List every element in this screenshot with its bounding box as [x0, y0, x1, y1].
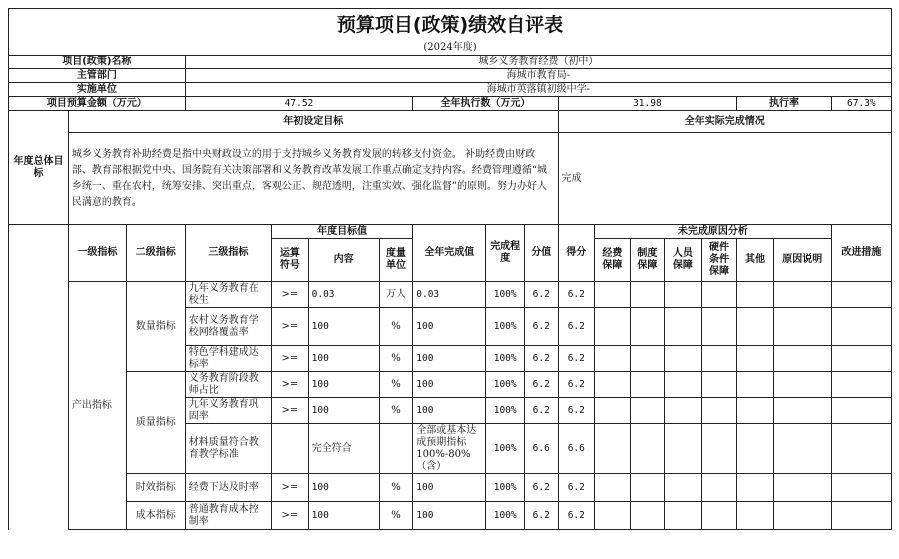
weight: 6.2: [524, 474, 558, 502]
weight: 6.2: [524, 308, 558, 346]
header-level2: 二级指标: [126, 225, 185, 282]
score: 6.6: [558, 424, 595, 474]
form-year: (2024年度): [9, 41, 892, 56]
score: 6.2: [558, 372, 595, 398]
header-content: 内容: [308, 239, 379, 282]
score: 6.2: [558, 398, 595, 424]
operator: >=: [272, 346, 309, 372]
operator: >=: [272, 474, 309, 502]
target-content: 完全符合: [308, 424, 379, 474]
budget-label: 项目预算金额（万元）: [9, 97, 186, 111]
rate-label: 执行率: [737, 97, 831, 111]
initial-goal-header: 年初设定目标: [68, 111, 558, 133]
table-row: [9, 372, 892, 398]
header-improve: 改进措施: [831, 225, 891, 282]
execution-value: 31.98: [558, 97, 737, 111]
header-hardware: 硬件条件保障: [701, 239, 737, 282]
score: 6.2: [558, 502, 595, 530]
header-level3: 三级指标: [185, 225, 271, 282]
header-target-group: 年度目标值: [272, 225, 413, 239]
evaluation-table: [8, 8, 892, 530]
actual-value: 100: [413, 308, 486, 346]
actual-value: 0.03: [413, 282, 486, 308]
group-quantity: 数量指标: [126, 282, 185, 372]
header-unfinished-group: 未完成原因分析: [595, 225, 832, 239]
completion-rate: 100%: [486, 346, 525, 372]
indicator-name: 经费下达及时率: [185, 474, 271, 502]
group-cost: 成本指标: [126, 502, 185, 530]
level1-output: 产出指标: [68, 282, 126, 530]
project-name-value: 城乡义务教育经费（初中）: [185, 56, 891, 69]
score: 6.2: [558, 346, 595, 372]
unit: %: [379, 398, 413, 424]
department-value: 海城市教育局-: [185, 69, 891, 83]
actual-value: 100: [413, 474, 486, 502]
weight: 6.2: [524, 398, 558, 424]
completion-rate: 100%: [486, 372, 525, 398]
annual-goal-label: 年度总体目标: [9, 111, 69, 225]
completion-rate: 100%: [486, 398, 525, 424]
unit: %: [379, 502, 413, 530]
header-system: 制度保障: [630, 239, 665, 282]
completion-rate: 100%: [486, 502, 525, 530]
header-other: 其他: [737, 239, 774, 282]
completion-rate: 100%: [486, 282, 525, 308]
self-evaluation-form: [8, 8, 892, 530]
header-score-value: 分值: [524, 225, 558, 282]
completion-rate: 100%: [486, 474, 525, 502]
implementer-label: 实施单位: [9, 83, 186, 97]
actual-completion-header: 全年实际完成情况: [558, 111, 892, 133]
header-reason: 原因说明: [773, 239, 831, 282]
unit: %: [379, 308, 413, 346]
actual-value: 100: [413, 398, 486, 424]
indicator-name: 义务教育阶段教师占比: [185, 372, 271, 398]
table-row: [9, 502, 892, 530]
weight: 6.2: [524, 372, 558, 398]
target-content: 0.03: [308, 282, 379, 308]
operator: >=: [272, 282, 309, 308]
project-name-label: 项目(政策)名称: [9, 56, 186, 69]
target-content: 100: [308, 398, 379, 424]
indicator-name: 材料质量符合教育教学标准: [185, 424, 271, 474]
unit: %: [379, 346, 413, 372]
indicator-name: 九年义务教育巩固率: [185, 398, 271, 424]
completion-rate: 100%: [486, 424, 525, 474]
spacer-cell: [9, 225, 69, 530]
target-content: 100: [308, 308, 379, 346]
operator: >=: [272, 372, 309, 398]
target-content: 100: [308, 346, 379, 372]
actual-value: 100: [413, 346, 486, 372]
header-operator: 运算符号: [272, 239, 309, 282]
initial-goal-text: 城乡义务教育补助经费是指中央财政设立的用于支持城乡义务教育发展的转移支付资金。 补助经费由财政部、教育部根据党中央、国务院有关决策部署和义务教育改革发展工作重点确定支持内容。经费管理遵循“城乡统一、重在农村，统筹安排、突出重点，客观公正、规范透明，注重实效、强化监督”的原则。努力办好人民满意的教育。: [68, 133, 558, 225]
unit: %: [379, 474, 413, 502]
rate-value: 67.3%: [831, 97, 891, 111]
score: 6.2: [558, 474, 595, 502]
department-label: 主管部门: [9, 69, 186, 83]
form-title: 预算项目(政策)绩效自评表: [9, 9, 892, 41]
target-content: 100: [308, 372, 379, 398]
unit: 万人: [379, 282, 413, 308]
operator: >=: [272, 308, 309, 346]
actual-completion-text: 完成: [558, 133, 892, 225]
operator: [272, 424, 309, 474]
header-completion: 完成程度: [486, 225, 525, 282]
score: 6.2: [558, 308, 595, 346]
unit: %: [379, 372, 413, 398]
execution-label: 全年执行数（万元）: [413, 97, 558, 111]
header-level1: 一级指标: [68, 225, 126, 282]
indicator-name: 普通教育成本控制率: [185, 502, 271, 530]
unit: [379, 424, 413, 474]
header-full-year: 全年完成值: [413, 225, 486, 282]
completion-rate: 100%: [486, 308, 525, 346]
indicator-name: 九年义务教育在校生: [185, 282, 271, 308]
actual-value: 全部或基本达成预期指标100%-80%（含）: [413, 424, 486, 474]
score: 6.2: [558, 282, 595, 308]
actual-value: 100: [413, 372, 486, 398]
weight: 6.2: [524, 282, 558, 308]
target-content: 100: [308, 502, 379, 530]
weight: 6.6: [524, 424, 558, 474]
actual-value: 100: [413, 502, 486, 530]
operator: >=: [272, 398, 309, 424]
table-row: [9, 474, 892, 502]
weight: 6.2: [524, 346, 558, 372]
header-funding: 经费保障: [595, 239, 631, 282]
budget-value: 47.52: [185, 97, 413, 111]
weight: 6.2: [524, 502, 558, 530]
table-row: [9, 282, 892, 308]
indicator-name: 特色学科建成达标率: [185, 346, 271, 372]
group-quality: 质量指标: [126, 372, 185, 474]
operator: >=: [272, 502, 309, 530]
target-content: 100: [308, 474, 379, 502]
header-score: 得分: [558, 225, 595, 282]
implementer-value: 海城市英落镇初级中学-: [185, 83, 891, 97]
header-staff: 人员保障: [665, 239, 702, 282]
indicator-name: 农村义务教育学校网络覆盖率: [185, 308, 271, 346]
group-timeliness: 时效指标: [126, 474, 185, 502]
header-unit: 度量单位: [379, 239, 413, 282]
